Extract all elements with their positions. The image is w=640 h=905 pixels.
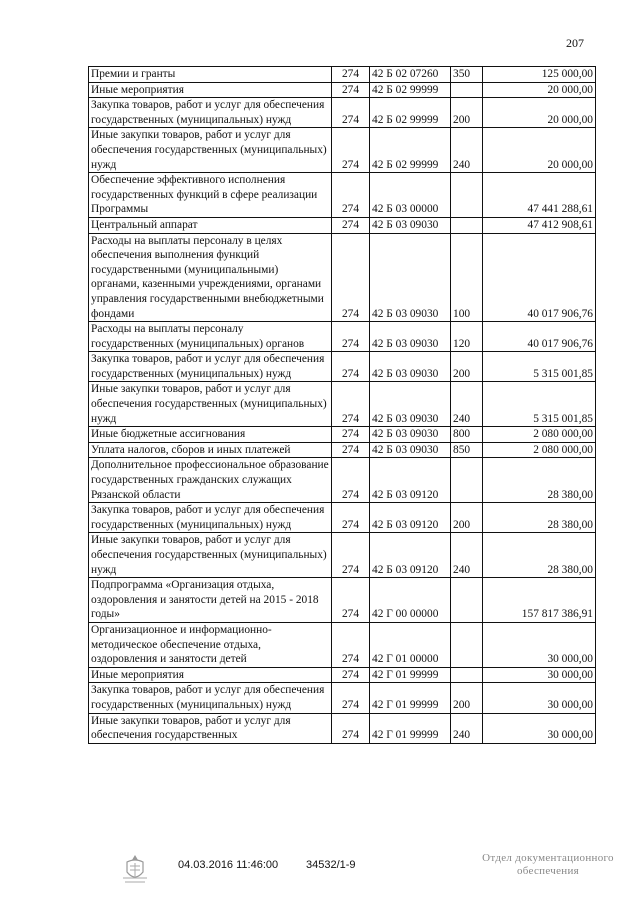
- table-row: [89, 173, 596, 218]
- row-target-article: 42 Г 01 99999: [370, 683, 451, 713]
- row-name: Закупка товаров, работ и услуг для обеспечения государственных (муниципальных) нужд: [89, 503, 332, 533]
- row-expense-type: 200: [451, 683, 483, 713]
- row-target-article: 42 Б 02 99999: [370, 98, 451, 128]
- row-department-code: 274: [332, 382, 370, 427]
- table-row: [89, 82, 596, 98]
- table-row: [89, 67, 596, 83]
- row-target-article: 42 Г 01 99999: [370, 667, 451, 683]
- row-amount: 5 315 001,85: [483, 352, 596, 382]
- row-amount: 28 380,00: [483, 533, 596, 578]
- row-target-article: 42 Б 03 09120: [370, 458, 451, 503]
- row-amount: 47 412 908,61: [483, 217, 596, 233]
- row-name: Иные закупки товаров, работ и услуг для обеспечения государственных: [89, 713, 332, 743]
- row-department-code: 274: [332, 442, 370, 458]
- coat-of-arms-icon: [118, 852, 152, 886]
- row-department-code: 274: [332, 427, 370, 443]
- row-expense-type: 200: [451, 98, 483, 128]
- row-department-code: 274: [332, 322, 370, 352]
- row-expense-type: 120: [451, 322, 483, 352]
- row-name: Иные закупки товаров, работ и услуг для обеспечения государственных (муниципальных) нужд: [89, 128, 332, 173]
- stamp-line-2: обеспечения: [516, 865, 580, 877]
- table-row: [89, 233, 596, 322]
- row-name: Обеспечение эффективного исполнения государственных функций в сфере реализации Программы: [89, 173, 332, 218]
- row-name: Иные закупки товаров, работ и услуг для обеспечения государственных (муниципальных) нужд: [89, 382, 332, 427]
- row-amount: 20 000,00: [483, 98, 596, 128]
- table-row: [89, 683, 596, 713]
- row-expense-type: [451, 667, 483, 683]
- row-department-code: 274: [332, 233, 370, 322]
- department-stamp: [468, 852, 628, 878]
- row-expense-type: 240: [451, 713, 483, 743]
- table-row: [89, 98, 596, 128]
- row-name: Дополнительное профессиональное образование государственных гражданских служащих Рязанской области: [89, 458, 332, 503]
- row-amount: 20 000,00: [483, 82, 596, 98]
- stamp-line-1: Отдел документационного: [482, 852, 614, 864]
- row-target-article: 42 Г 01 99999: [370, 713, 451, 743]
- row-target-article: 42 Б 02 99999: [370, 82, 451, 98]
- page-footer: [0, 852, 640, 892]
- row-target-article: 42 Б 03 09030: [370, 382, 451, 427]
- row-amount: 125 000,00: [483, 67, 596, 83]
- row-target-article: 42 Б 02 99999: [370, 128, 451, 173]
- row-expense-type: 240: [451, 382, 483, 427]
- row-name: Подпрограмма «Организация отдыха, оздоровления и занятости детей на 2015 - 2018 годы»: [89, 578, 332, 623]
- row-target-article: 42 Б 03 09030: [370, 322, 451, 352]
- row-name: Иные мероприятия: [89, 667, 332, 683]
- row-department-code: 274: [332, 533, 370, 578]
- row-amount: 40 017 906,76: [483, 322, 596, 352]
- row-name: Центральный аппарат: [89, 217, 332, 233]
- row-department-code: 274: [332, 458, 370, 503]
- row-target-article: 42 Б 03 09120: [370, 533, 451, 578]
- row-amount: 30 000,00: [483, 622, 596, 667]
- row-amount: 30 000,00: [483, 683, 596, 713]
- row-expense-type: 240: [451, 128, 483, 173]
- row-amount: 47 441 288,61: [483, 173, 596, 218]
- row-name: Расходы на выплаты персоналу в целях обеспечения выполнения функций государственными (муниципальными) органами, казенными учреждениями, органами управления государственными внебюджетными фондами: [89, 233, 332, 322]
- row-expense-type: [451, 217, 483, 233]
- table-row: [89, 503, 596, 533]
- table-row: [89, 382, 596, 427]
- table-row: [89, 713, 596, 743]
- row-expense-type: [451, 578, 483, 623]
- row-target-article: 42 Г 00 00000: [370, 578, 451, 623]
- row-amount: 2 080 000,00: [483, 427, 596, 443]
- row-expense-type: 800: [451, 427, 483, 443]
- table-row: [89, 622, 596, 667]
- row-department-code: 274: [332, 128, 370, 173]
- row-name: Закупка товаров, работ и услуг для обеспечения государственных (муниципальных) нужд: [89, 352, 332, 382]
- row-name: Иные бюджетные ассигнования: [89, 427, 332, 443]
- row-department-code: 274: [332, 683, 370, 713]
- row-name: Закупка товаров, работ и услуг для обеспечения государственных (муниципальных) нужд: [89, 98, 332, 128]
- row-department-code: 274: [332, 217, 370, 233]
- row-department-code: 274: [332, 173, 370, 218]
- row-expense-type: [451, 458, 483, 503]
- row-department-code: 274: [332, 503, 370, 533]
- row-amount: 30 000,00: [483, 713, 596, 743]
- row-expense-type: 850: [451, 442, 483, 458]
- row-name: Закупка товаров, работ и услуг для обеспечения государственных (муниципальных) нужд: [89, 683, 332, 713]
- row-amount: 40 017 906,76: [483, 233, 596, 322]
- row-target-article: 42 Б 03 09030: [370, 442, 451, 458]
- table-row: [89, 427, 596, 443]
- row-target-article: 42 Г 01 00000: [370, 622, 451, 667]
- table-row: [89, 217, 596, 233]
- row-target-article: 42 Б 03 09030: [370, 233, 451, 322]
- row-department-code: 274: [332, 667, 370, 683]
- row-target-article: 42 Б 03 09030: [370, 427, 451, 443]
- row-target-article: 42 Б 03 00000: [370, 173, 451, 218]
- table-row: [89, 578, 596, 623]
- row-department-code: 274: [332, 578, 370, 623]
- row-name: Расходы на выплаты персоналу государственных (муниципальных) органов: [89, 322, 332, 352]
- page-number: 207: [566, 36, 584, 50]
- row-department-code: 274: [332, 82, 370, 98]
- footer-date: 04.03.2016 11:46:00: [178, 859, 279, 871]
- row-amount: 28 380,00: [483, 503, 596, 533]
- table-row: [89, 458, 596, 503]
- row-department-code: 274: [332, 352, 370, 382]
- row-department-code: 274: [332, 622, 370, 667]
- row-expense-type: 200: [451, 503, 483, 533]
- row-amount: 30 000,00: [483, 667, 596, 683]
- row-amount: 5 315 001,85: [483, 382, 596, 427]
- row-department-code: 274: [332, 67, 370, 83]
- row-expense-type: 350: [451, 67, 483, 83]
- row-amount: 2 080 000,00: [483, 442, 596, 458]
- row-target-article: 42 Б 03 09030: [370, 217, 451, 233]
- row-target-article: 42 Б 03 09120: [370, 503, 451, 533]
- row-expense-type: 240: [451, 533, 483, 578]
- table-row: [89, 128, 596, 173]
- row-amount: 157 817 386,91: [483, 578, 596, 623]
- row-amount: 20 000,00: [483, 128, 596, 173]
- row-name: Премии и гранты: [89, 67, 332, 83]
- table-row: [89, 322, 596, 352]
- row-amount: 28 380,00: [483, 458, 596, 503]
- table-row: [89, 442, 596, 458]
- row-expense-type: [451, 173, 483, 218]
- budget-table: [88, 66, 596, 744]
- table-row: [89, 667, 596, 683]
- row-expense-type: [451, 82, 483, 98]
- table-row: [89, 533, 596, 578]
- row-department-code: 274: [332, 713, 370, 743]
- row-expense-type: 200: [451, 352, 483, 382]
- row-name: Организационное и информационно-методическое обеспечение отдыха, оздоровления и занятости детей: [89, 622, 332, 667]
- footer-document-id: 34532/1-9: [306, 859, 356, 871]
- row-expense-type: 100: [451, 233, 483, 322]
- row-name: Иные мероприятия: [89, 82, 332, 98]
- row-department-code: 274: [332, 98, 370, 128]
- row-name: Иные закупки товаров, работ и услуг для обеспечения государственных (муниципальных) нужд: [89, 533, 332, 578]
- row-target-article: 42 Б 03 09030: [370, 352, 451, 382]
- table-row: [89, 352, 596, 382]
- row-expense-type: [451, 622, 483, 667]
- row-target-article: 42 Б 02 07260: [370, 67, 451, 83]
- row-name: Уплата налогов, сборов и иных платежей: [89, 442, 332, 458]
